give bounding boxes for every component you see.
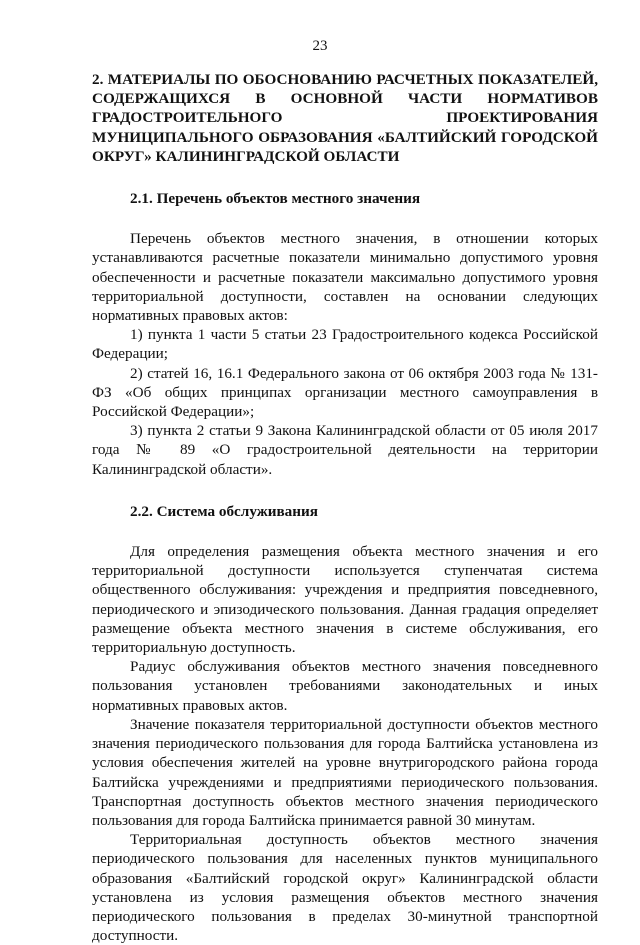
document-body <box>92 70 598 945</box>
paragraph: Для определения размещения объекта местного значения и его территориальной доступности используется ступенчатая система общественного обслуживания: учреждения и предприятия повседневного, периодического и эпизодического пользования. Данная градация определяет размещение объекта местного значения в системе обслуживания, его территориальную доступность. <box>92 543 598 657</box>
section-heading-2-1: 2.1. Перечень объектов местного значения <box>130 190 421 208</box>
list-item: 1) пункта 1 части 5 статьи 23 Градостроительного кодекса Российской Федерации; <box>92 326 598 363</box>
list-item: 2) статей 16, 16.1 Федерального закона от 06 октября 2003 года № 131-ФЗ «Об общих принципах организации местного самоуправления в Российской Федерации»; <box>92 364 598 421</box>
list-item: 3) пункта 2 статьи 9 Закона Калининградской области от 05 июля 2017 года № 89 «О градостроительной деятельности на территории Калининградской области». <box>92 422 598 478</box>
page-number: 23 <box>312 38 328 54</box>
paragraph: Радиус обслуживания объектов местного значения повседневного пользования установлен требованиями законодательных и иных нормативных правовых актов. <box>92 658 598 714</box>
paragraph: Значение показателя территориальной доступности объектов местного значения периодического пользования для города Балтийска установлена из условия обеспечения жителей на уровне внутригородского района города Балтийска учреждениями и предприятиями периодического пользования. Транспортная доступность объектов местного значения периодического пользования для города Балтийска принимается равной 30 минутам. <box>92 715 598 829</box>
paragraph: Территориальная доступность объектов местного значения периодического пользования для населенных пунктов муниципального образования «Балтийский городской округ» Калининградской области установлена из условия размещения объектов местного значения периодического пользования в пределах 30-минутной транспортной доступности. <box>92 831 598 945</box>
section-heading-2-2: 2.2. Система обслуживания <box>130 502 318 520</box>
main-heading: 2. МАТЕРИАЛЫ ПО ОБОСНОВАНИЮ РАСЧЕТНЫХ ПОКАЗАТЕЛЕЙ, СОДЕРЖАЩИХСЯ В ОСНОВНОЙ ЧАСТИ НОРМАТИВОВ ГРАДОСТРОИТЕЛЬНОГО ПРОЕКТИРОВАНИЯ МУНИЦИПАЛЬНОГО ОБРАЗОВАНИЯ «БАЛТИЙСКИЙ ГОРОДСКОЙ ОКРУГ» КАЛИНИНГРАДСКОЙ ОБЛАСТИ <box>92 71 598 165</box>
paragraph-objects-list-intro: Перечень объектов местного значения, в отношении которых устанавливаются расчетные показатели минимально допустимого уровня обеспеченности и расчетные показатели максимально допустимого уровня территориальной доступности, составлен на основании следующих нормативных правовых актов: <box>92 230 598 325</box>
